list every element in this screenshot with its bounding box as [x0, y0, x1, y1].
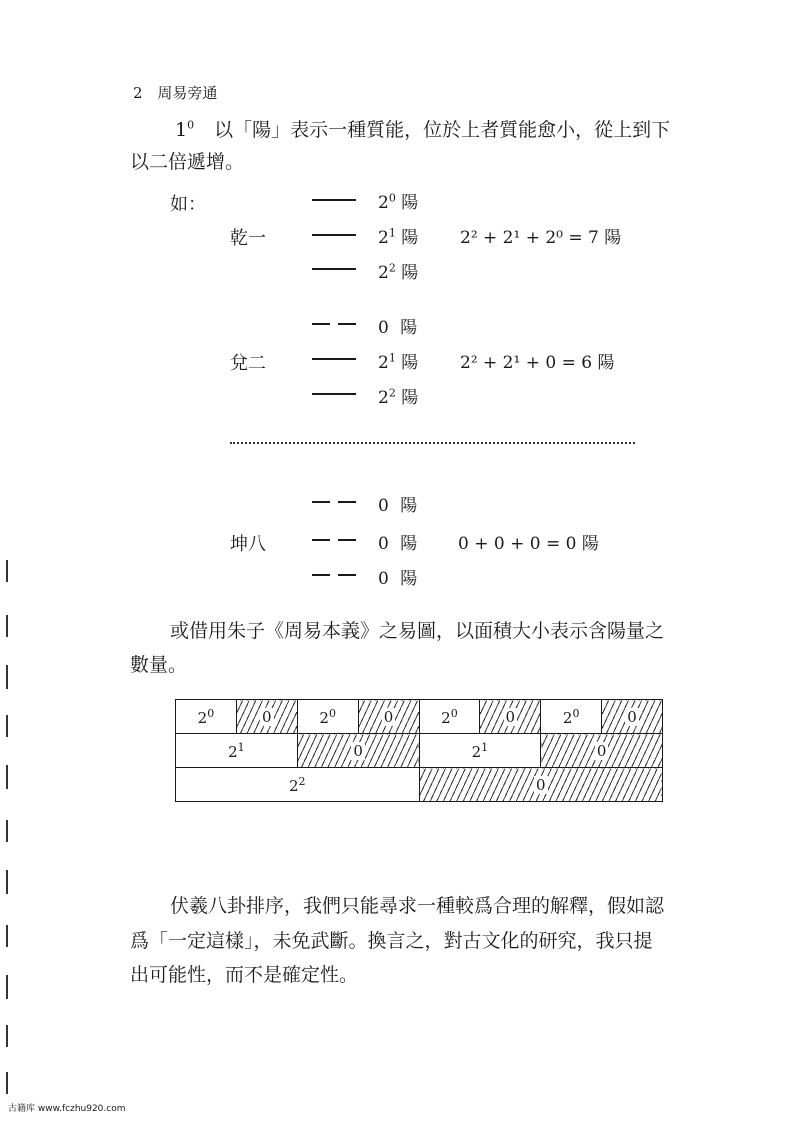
line-value: $2^2$ 陽	[378, 261, 419, 283]
trigram-name: 乾一	[230, 228, 266, 249]
line-value: $2^1$ 陽	[378, 226, 419, 248]
scan-margin-mark	[6, 870, 8, 894]
hatched-cell: 0	[602, 700, 663, 734]
solid-line	[312, 358, 356, 360]
para2-line1: 或借用朱子《周易本義》之易圖，以面積大小表示含陽量之	[170, 620, 665, 642]
yang-cell: $2^1$	[419, 734, 541, 768]
footer-watermark: 古籍库 www.fczhu920.com	[8, 1104, 126, 1114]
para2-line2: 數量。	[130, 654, 188, 676]
yang-cell: $2^2$	[176, 768, 420, 802]
scan-margin-mark	[6, 560, 8, 582]
hatched-cell: 0	[480, 700, 541, 734]
yang-cell: $2^0$	[297, 700, 358, 734]
broken-line	[312, 539, 356, 541]
scan-margin-mark	[6, 975, 8, 999]
book-title: 周易旁通	[157, 84, 218, 102]
hatched-cell: 0	[297, 734, 419, 768]
solid-line	[312, 199, 356, 201]
scan-margin-mark	[6, 1072, 8, 1094]
scan-margin-mark	[6, 1025, 8, 1047]
yang-cell: $2^0$	[419, 700, 480, 734]
yang-cell: $2^1$	[176, 734, 298, 768]
page-number: 2	[133, 84, 143, 102]
scan-margin-mark	[6, 665, 8, 689]
running-header	[133, 82, 217, 103]
solid-line	[312, 234, 356, 236]
ellipsis-separator	[230, 442, 635, 444]
trigram-formula: 2² + 2¹ + 2⁰ = 7 陽	[460, 228, 622, 248]
para3-line1: 伏羲八卦排序，我們只能尋求一種較爲合理的解釋，假如認	[170, 895, 665, 917]
table-row	[176, 768, 663, 802]
solid-line	[312, 393, 356, 395]
para1-line1	[175, 120, 670, 140]
example-label: 如：	[170, 194, 206, 215]
trigram-formula: 0 + 0 + 0 = 0 陽	[458, 534, 599, 554]
yang-cell: $2^0$	[541, 700, 602, 734]
para3-line3: 出可能性，而不是確定性。	[130, 964, 359, 986]
hatched-cell: 0	[419, 768, 663, 802]
table-row	[176, 734, 663, 768]
para3-line2: 爲「一定這樣」，未免武斷。換言之，對古文化的研究，我只提	[130, 930, 653, 952]
scan-margin-mark	[6, 765, 8, 789]
broken-line	[312, 323, 356, 325]
solid-line	[312, 268, 356, 270]
line-value: 0 陽	[378, 534, 418, 554]
line-value: 0 陽	[378, 496, 418, 516]
scan-margin-mark	[6, 715, 8, 737]
scan-margin-mark	[6, 925, 8, 947]
line-value: 0 陽	[378, 318, 418, 338]
broken-line	[312, 501, 356, 503]
area-diagram	[175, 699, 663, 802]
hatched-cell: 0	[358, 700, 419, 734]
trigram-formula: 2² + 2¹ + 0 = 6 陽	[460, 353, 615, 373]
line-value: $2^1$ 陽	[378, 351, 419, 373]
broken-line	[312, 574, 356, 576]
trigram-name: 坤八	[230, 534, 266, 555]
para1-line2: 以二倍遞增。	[130, 151, 245, 173]
trigram-name: 兌二	[230, 353, 266, 374]
table-row	[176, 700, 663, 734]
yang-cell: $2^0$	[176, 700, 237, 734]
scan-margin-mark	[6, 820, 8, 842]
line-value: $2^0$ 陽	[378, 191, 419, 213]
hatched-cell: 0	[541, 734, 663, 768]
para1-text1: 以「陽」表示一種質能，位於上者質能愈小，從上到下	[214, 119, 671, 142]
scan-margin-mark	[6, 615, 8, 637]
section-marker: $1^0$	[175, 119, 195, 142]
line-value: $2^2$ 陽	[378, 386, 419, 408]
hatched-cell: 0	[236, 700, 297, 734]
line-value: 0 陽	[378, 569, 418, 589]
